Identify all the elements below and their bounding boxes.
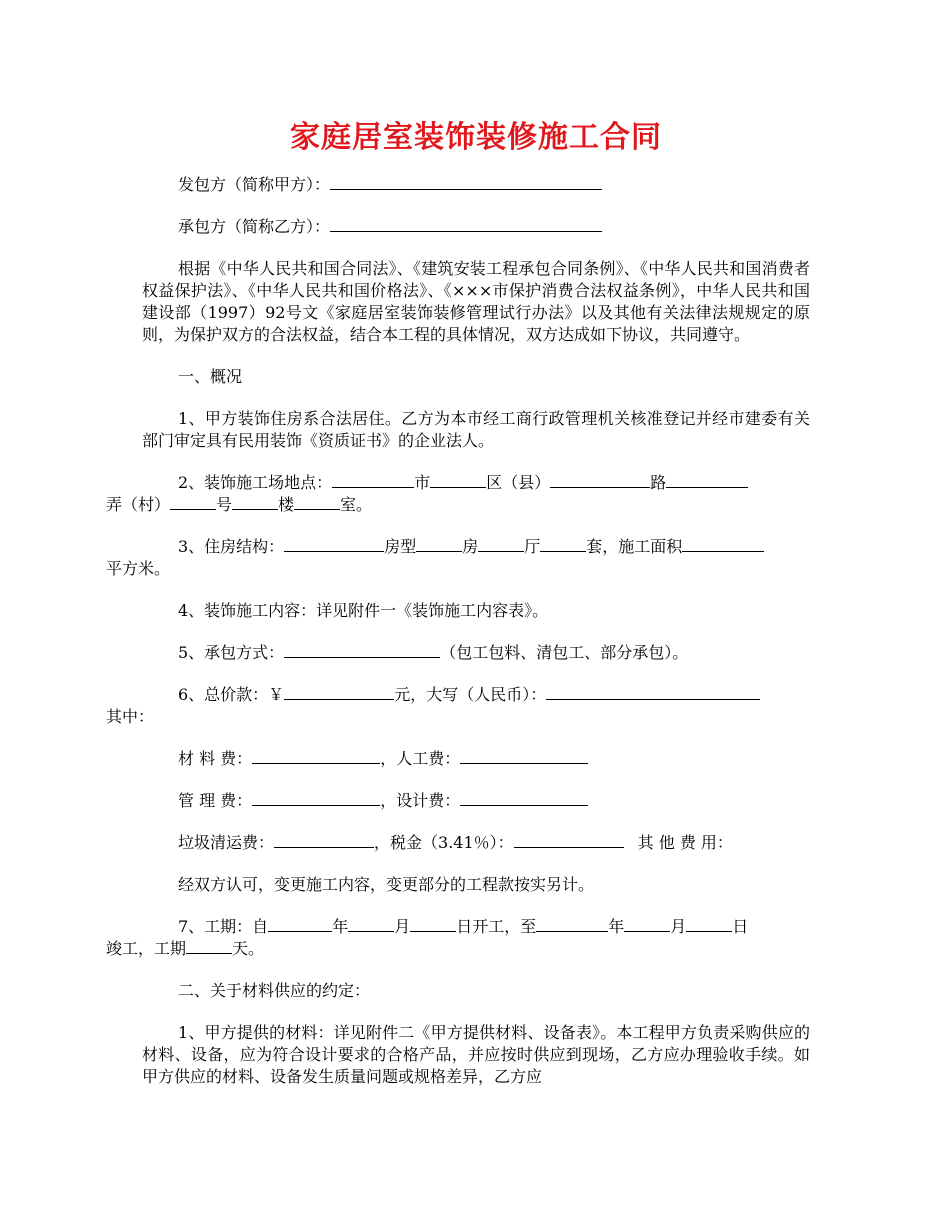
- district-blank: [430, 472, 486, 488]
- party-a-line: [142, 174, 810, 196]
- tax-blank: [514, 832, 624, 848]
- fee-line-2: [142, 790, 810, 812]
- tax-label: ，税金（3.41％）：: [374, 833, 514, 852]
- end-year-label: 年: [608, 917, 625, 936]
- building-label: 楼: [278, 495, 295, 514]
- fee-line-1: [142, 748, 810, 770]
- building-blank: [232, 494, 278, 510]
- contract-page: [106, 112, 810, 1108]
- room-count-label: 房: [462, 537, 479, 556]
- end-day-blank: [686, 916, 732, 932]
- party-b-blank: [330, 216, 602, 232]
- material-fee-label: 材 料 费：: [178, 749, 253, 768]
- design-fee-label: ，设计费：: [380, 791, 461, 810]
- start-month-blank: [348, 916, 394, 932]
- management-fee-blank: [252, 790, 380, 806]
- city-label: 市: [414, 473, 431, 492]
- city-blank: [332, 472, 414, 488]
- management-fee-label: 管 理 费：: [178, 791, 253, 810]
- district-label: 区（县）: [486, 473, 551, 492]
- section-heading-materials: 二、关于材料供应的约定：: [178, 981, 371, 1000]
- type-label: 房型: [384, 537, 417, 556]
- other-fee-label: 其 他 费 用：: [637, 833, 733, 852]
- area-label: 套，施工面积: [586, 537, 683, 556]
- party-a-blank: [330, 174, 602, 190]
- breakdown-label: 其中：: [106, 707, 155, 726]
- hall-label: 厅: [524, 537, 541, 556]
- party-a-label: 发包方（简称甲方）：: [178, 175, 331, 194]
- page-title: 家庭居室装饰装修施工合同: [290, 120, 662, 155]
- item-6-label: 6、总价款：￥: [178, 685, 285, 704]
- labor-fee-label: ，人工费：: [380, 749, 461, 768]
- item-3-structure: [106, 536, 810, 580]
- start-day-label: 日开工，至: [456, 917, 537, 936]
- days-label: 天。: [232, 939, 265, 958]
- item-3-label: 3、住房结构：: [178, 537, 285, 556]
- change-note: 经双方认可，变更施工内容，变更部分的工程款按实另计。: [178, 875, 595, 894]
- road-blank: [550, 472, 650, 488]
- item-7-label: 7、工期：自: [178, 917, 269, 936]
- hall-blank: [478, 536, 524, 552]
- garbage-fee-label: 垃圾清运费：: [178, 833, 275, 852]
- item-5-contract-mode: [142, 642, 810, 664]
- start-month-label: 月: [394, 917, 411, 936]
- road-label: 路: [650, 473, 667, 492]
- duration-label: 竣工，工期: [106, 939, 187, 958]
- number-label: 号: [216, 495, 233, 514]
- item-6-total-price: [106, 684, 810, 728]
- party-b-line: [142, 216, 810, 238]
- set-blank: [540, 536, 586, 552]
- room-blank: [294, 494, 340, 510]
- section-heading-overview: 一、概况: [178, 367, 243, 386]
- end-year-blank: [536, 916, 608, 932]
- design-fee-blank: [460, 790, 588, 806]
- type-blank: [416, 536, 462, 552]
- materials-item-1: 1、甲方提供的材料：详见附件二《甲方提供材料、设备表》。本工程甲方负责采购供应的材料、设备，应为符合设计要求的合格产品，并应按时供应到现场，乙方应办理验收手续。如甲方供应的材料、设备发生质量问题或规格差异，乙方应: [142, 1023, 810, 1086]
- contract-mode-blank: [284, 642, 440, 658]
- price-blank: [284, 684, 394, 700]
- end-day-label: 日: [732, 917, 749, 936]
- lane-label: 弄（村）: [106, 495, 171, 514]
- item-7-schedule: [106, 916, 810, 960]
- end-month-label: 月: [670, 917, 687, 936]
- preamble-paragraph: 根据《中华人民共和国合同法》、《建筑安装工程承包合同条例》、《中华人民共和国消费者权益保护法》、《中华人民共和国价格法》、《×××市保护消费合法权益条例》，中华人民共和国建设部（1997）92号文《家庭居室装饰装修管理试行办法》以及其他有关法律法规规定的原则，为保护双方的合法权益，结合本工程的具体情况，双方达成如下协议，共同遵守。: [142, 259, 810, 344]
- price-words-label: 元，大写（人民币）：: [394, 685, 547, 704]
- start-year-blank: [268, 916, 332, 932]
- item-5-label: 5、承包方式：: [178, 643, 285, 662]
- end-month-blank: [624, 916, 670, 932]
- item-2-address: [106, 472, 810, 516]
- room-label: 室。: [340, 495, 373, 514]
- material-fee-blank: [252, 748, 380, 764]
- garbage-fee-blank: [274, 832, 374, 848]
- party-b-label: 承包方（简称乙方）：: [178, 217, 331, 236]
- contract-mode-options: （包工包料、清包工、部分承包）。: [440, 643, 689, 662]
- labor-fee-blank: [460, 748, 588, 764]
- item-4-paragraph: 4、装饰施工内容：详见附件一《装饰施工内容表》。: [178, 601, 549, 620]
- number-blank: [170, 494, 216, 510]
- duration-blank: [186, 938, 232, 954]
- price-words-blank: [546, 684, 760, 700]
- sqm-label: 平方米。: [106, 559, 171, 578]
- road-blank-2: [666, 472, 748, 488]
- item-2-label: 2、装饰施工场地点：: [178, 473, 333, 492]
- fee-line-3: [142, 832, 810, 854]
- structure-blank: [284, 536, 384, 552]
- start-day-blank: [410, 916, 456, 932]
- item-1-paragraph: 1、甲方装饰住房系合法居住。乙方为本市经工商行政管理机关核准登记并经市建委有关部门审定具有民用装饰《资质证书》的企业法人。: [142, 409, 810, 450]
- start-year-label: 年: [332, 917, 349, 936]
- area-blank: [682, 536, 764, 552]
